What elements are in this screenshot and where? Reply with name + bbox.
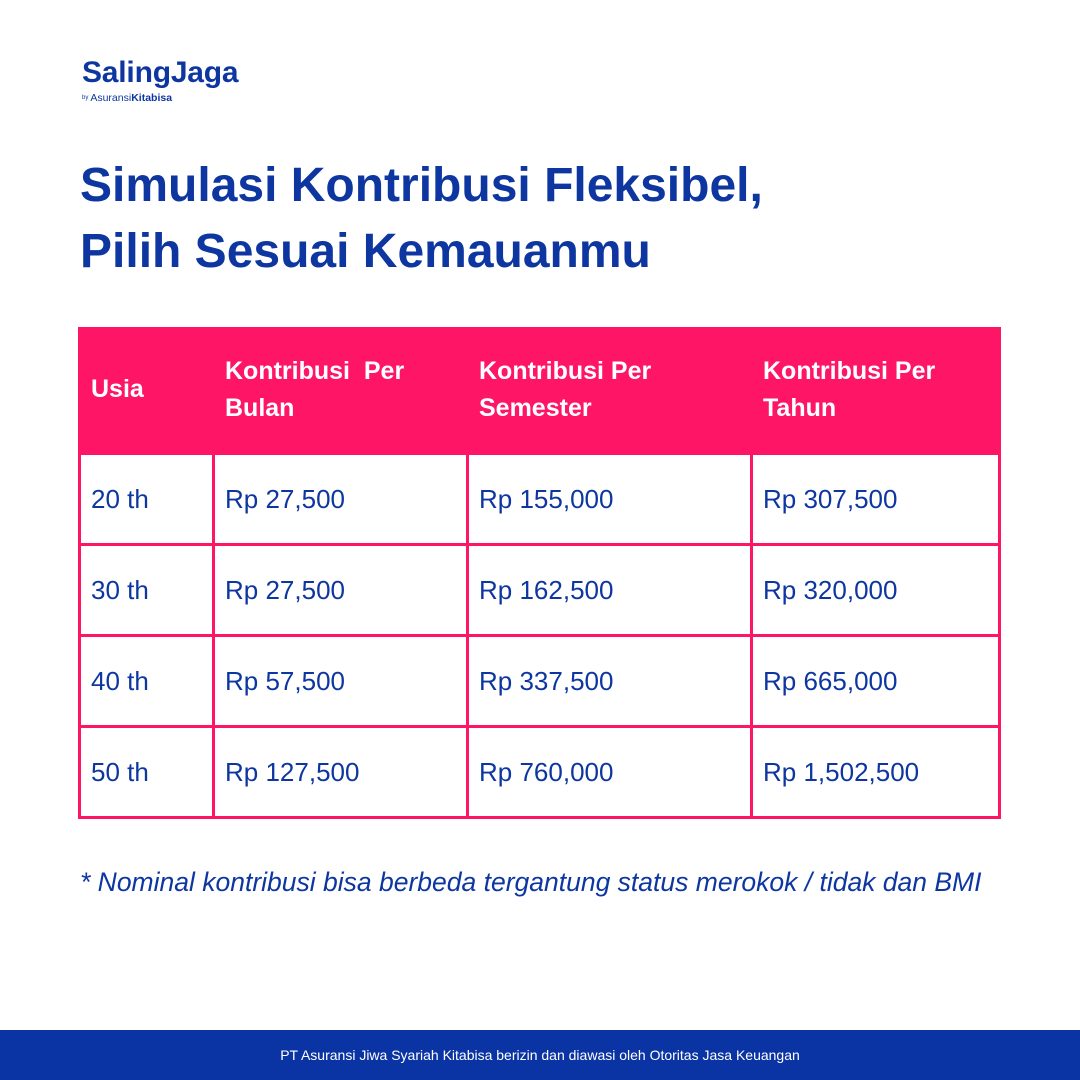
page-title bbox=[80, 153, 763, 285]
byline-kitabisa: Kitabisa bbox=[131, 92, 173, 104]
header-label: Kontribusi Per Semester bbox=[479, 356, 659, 422]
title-line-2: Pilih Sesuai Kemauanmu bbox=[80, 225, 651, 278]
contribution-table bbox=[78, 327, 1001, 819]
brand-byline bbox=[82, 92, 172, 104]
title-line-1: Simulasi Kontribusi Fleksibel, bbox=[80, 159, 763, 212]
footer-legal-bar bbox=[0, 1030, 1080, 1080]
table-header-row bbox=[78, 327, 1001, 452]
cell-per-month: Rp 27,500 bbox=[215, 546, 466, 634]
footer-legal-text: PT Asuransi Jiwa Syariah Kitabisa berizin dan diawasi oleh Otoritas Jasa Keuangan bbox=[280, 1047, 800, 1063]
brand-name: SalingJaga bbox=[82, 56, 239, 89]
byline-by: by bbox=[82, 95, 89, 101]
footnote: * Nominal kontribusi bisa berbeda tergantung status merokok / tidak dan BMI bbox=[80, 867, 982, 897]
cell-per-semester: Rp 155,000 bbox=[469, 455, 750, 543]
cell-per-semester: Rp 162,500 bbox=[469, 546, 750, 634]
header-label: Usia bbox=[91, 375, 144, 403]
cell-per-month: Rp 57,500 bbox=[215, 637, 466, 725]
cell-per-semester: Rp 760,000 bbox=[469, 728, 750, 816]
cell-per-month: Rp 27,500 bbox=[215, 455, 466, 543]
table-body bbox=[78, 452, 1001, 819]
brand-logo bbox=[82, 55, 238, 91]
cell-age: 40 th bbox=[81, 637, 212, 725]
header-label: Kontribusi Per Bulan bbox=[225, 356, 412, 422]
cell-per-year: Rp 307,500 bbox=[753, 455, 998, 543]
cell-age: 20 th bbox=[81, 455, 212, 543]
cell-per-year: Rp 320,000 bbox=[753, 546, 998, 634]
byline-asuransi: Asuransi bbox=[90, 92, 132, 104]
cell-age: 30 th bbox=[81, 546, 212, 634]
cell-per-semester: Rp 337,500 bbox=[469, 637, 750, 725]
cell-per-year: Rp 1,502,500 bbox=[753, 728, 998, 816]
header-cell-per-semester bbox=[469, 327, 750, 452]
cell-per-year: Rp 665,000 bbox=[753, 637, 998, 725]
header-cell-per-year bbox=[753, 327, 998, 452]
header-cell-per-month bbox=[215, 327, 466, 452]
cell-per-month: Rp 127,500 bbox=[215, 728, 466, 816]
header-label: Kontribusi Per Tahun bbox=[763, 356, 943, 422]
cell-age: 50 th bbox=[81, 728, 212, 816]
header-cell-age bbox=[81, 327, 212, 452]
